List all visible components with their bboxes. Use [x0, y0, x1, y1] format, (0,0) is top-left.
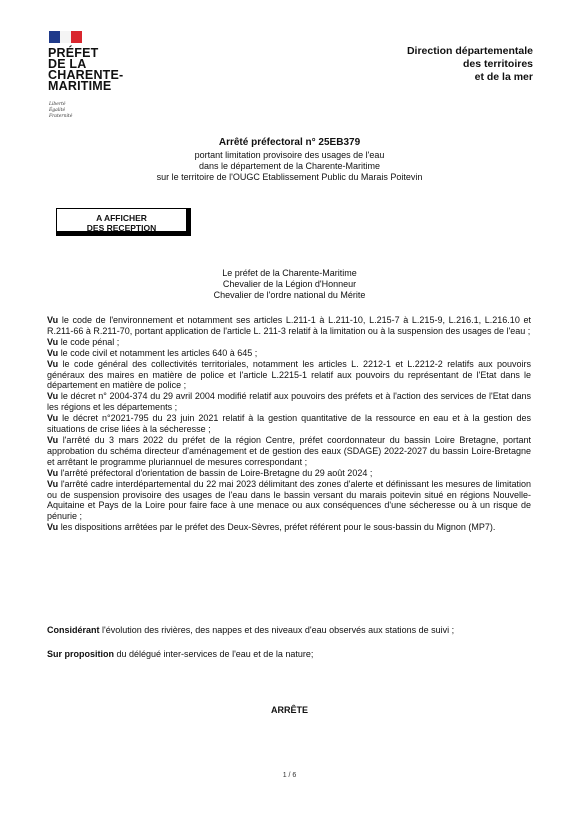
vu-item: Vu le code civil et notamment les articles 640 à 645 ;: [47, 347, 258, 358]
vu-keyword: Vu: [47, 315, 59, 325]
vu-item: Vu le code pénal ;: [47, 336, 120, 347]
vu-item: Vu le code général des collectivités territoriales, notamment les articles L. 2212-1 et L.2212-2 relatifs aux pouvoirs généraux des maires en matière de police et l'article L.2215-1 relatif aux pouvoirs du représentant de l'Etat dans le département en matière de police ;: [47, 358, 531, 391]
considerant-label: Considérant: [47, 625, 100, 635]
vu-item: Vu l'arrêté cadre interdépartemental du 22 mai 2023 délimitant des zones d'alerte et définissant les mesures de limitation ou de suspension provisoire des usages de l'eau dans le bassin versant du marais poitevin situé en régions Nouvelle-Aquitaine et Pays de la Loire pour faire face à une menace ou aux conséquences d'une sécheresse ou à un risque de pénurie ;: [47, 478, 531, 522]
vu-keyword: Vu: [47, 358, 59, 369]
decree-subtitle: portant limitation provisoire des usages de l'eau dans le département de la Charente-Maritime sur le territoire de l'OUGC Etablissement Public du Marais Poitevin: [156, 150, 423, 182]
posting-notice-box: A AFFICHER DES RECEPTION: [56, 208, 191, 236]
vu-keyword: Vu: [47, 336, 59, 347]
prefecture-name: PRÉFET DE LA CHARENTE- MARITIME: [48, 46, 124, 93]
considerant-text: l'évolution des rivières, des nappes et des niveaux d'eau observés aux stations de suivi ;: [99, 625, 455, 635]
page-number: 1 / 6: [282, 772, 297, 779]
vu-keyword: Vu: [47, 391, 59, 402]
prefect-titles: Le préfet de la Charente-Maritime Chevalier de la Légion d'Honneur Chevalier de l'ordre national du Mérite: [213, 268, 366, 300]
arrete-heading: ARRÊTE: [270, 705, 308, 715]
vu-keyword: Vu: [47, 413, 59, 424]
issuing-direction: Direction départementale des territoires et de la mer: [406, 45, 533, 83]
vu-item: Vu le décret n° 2004-374 du 29 avril 2004 modifié relatif aux pouvoirs des préfets et à l'action des services de l'Etat dans les régions et les départements ;: [47, 391, 531, 413]
vu-keyword: Vu: [47, 522, 59, 533]
vu-item: Vu l'arrêté du 3 mars 2022 du préfet de la région Centre, préfet coordonnateur du bassin Loire Bretagne, portant approbation du schéma directeur d'aménagement et de gestion des eaux (SDAGE) 2022-2027 du bassin Loire-Bretagne et arrêtant le programme pluriannuel de mesures correspondant ;: [47, 434, 531, 467]
proposition-text: du délégué inter-services de l'eau et de la nature;: [114, 649, 314, 659]
considerant-paragraph: [47, 625, 537, 636]
decree-title: Arrêté préfectoral n° 25EB379: [218, 137, 361, 148]
proposition-label: Sur proposition: [47, 649, 114, 659]
vu-keyword: Vu: [47, 478, 59, 489]
vu-item: Vu le décret n°2021-795 du 23 juin 2021 relatif à la gestion quantitative de la ressource en eau et à la gestion des situations de crise liées à la sécheresse ;: [47, 413, 531, 435]
proposition-paragraph: [47, 649, 537, 660]
vu-list: [47, 315, 531, 533]
vu-item: Vu les dispositions arrêtées par le préfet des Deux-Sèvres, préfet référent pour le sous-bassin du Mignon (MP7).: [47, 522, 496, 533]
vu-keyword: Vu: [47, 347, 59, 358]
vu-keyword: Vu: [47, 434, 59, 445]
republic-motto: Liberté Égalité Fraternité: [49, 102, 73, 119]
vu-keyword: Vu: [47, 467, 59, 478]
vu-item: Vu le code de l'environnement et notamment ses articles L.211-1 à L.211-10, L.215-7 à L.215-9, L.216.1, L.216.10 et R.211-66 à R.211-70, portant application de l'article L. 211-3 relatif à la limitation ou à la suspension des usages de l'eau ;: [47, 315, 531, 336]
vu-item: Vu l'arrêté préfectoral d'orientation de bassin de Loire-Bretagne du 29 août 2024 ;: [47, 467, 373, 478]
marianne-flag-logo: [49, 31, 82, 43]
